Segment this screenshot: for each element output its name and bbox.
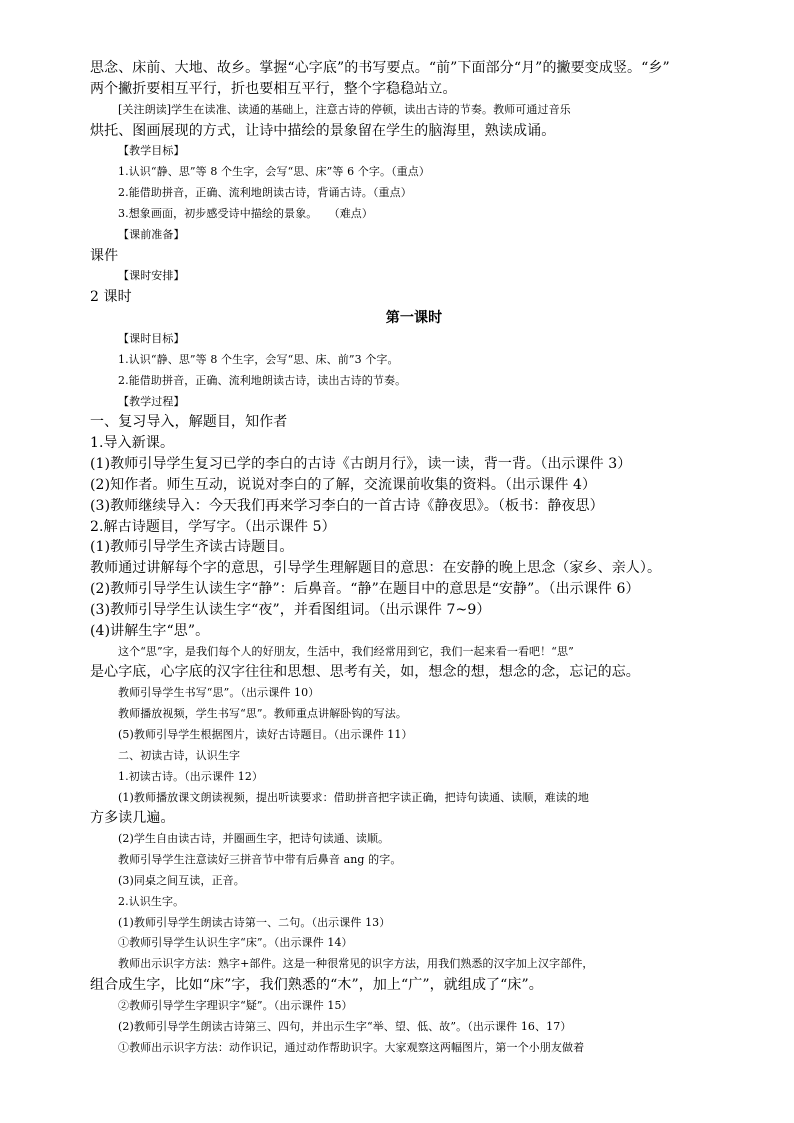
text-line: 教师引导学生书写“思”。（出示课件 10）	[118, 686, 320, 700]
text-line: 一、复习导入，解题目，知作者	[90, 414, 288, 431]
text-line: (4)讲解生字“思”。	[90, 622, 210, 639]
text-line: 是心字底，心字底的汉字往往和思想、思考有关，如，想念的想，想念的念，忘记的忘。	[90, 664, 640, 681]
text-line: 教师通过讲解每个字的意思，引导学生理解题目的意思：在安静的晚上思念（家乡、亲人）。	[90, 560, 662, 577]
text-line: (1)教师引导学生复习已学的李白的古诗《古朗月行》，读一读，背一背。（出示课件 3）	[90, 456, 632, 473]
text-line: 教师引导学生注意读好三拼音节中带有后鼻音 ang 的字。	[118, 853, 402, 867]
text-line: ②教师引导学生字理识字“疑”。（出示课件 15）	[118, 998, 353, 1012]
document-body	[90, 58, 738, 1059]
text-line: [关注朗读]学生在读准、读通的基础上，注意古诗的停顿，读出古诗的节奏。教师可通过音乐	[118, 102, 571, 116]
text-line: (2)知作者。师生互动，说说对李白的了解，交流课前收集的资料。（出示课件 4）	[90, 476, 597, 493]
text-line: (1)教师引导学生朗读古诗第一、二句。（出示课件 13）	[118, 915, 391, 929]
text-line: 教师播放视频，学生书写“思”。教师重点讲解卧钩的写法。	[118, 707, 407, 721]
text-line: (1)教师引导学生齐读古诗题目。	[90, 539, 294, 556]
text-line: 【课时安排】	[118, 269, 185, 283]
text-line: 1.导入新课。	[90, 435, 175, 452]
text-line: 2.认识生字。	[118, 894, 185, 908]
text-line: (5)教师引导学生根据图片，读好古诗题目。（出示课件 11）	[118, 728, 413, 741]
text-line: 组合成生字，比如“床”字，我们熟悉的“木”，加上“广”，就组成了“床”。	[90, 977, 543, 994]
text-line: 3.想象画面，初步感受诗中描绘的景象。 （难点）	[118, 206, 373, 220]
text-line: 教师出示识字方法：熟字+部件。这是一种很常见的识字方法，用我们熟悉的汉字加上汉字部件，	[118, 957, 594, 971]
text-line: 二、初读古诗，认识生字	[118, 748, 241, 762]
text-line: 1.认识“静、思”等 8 个生字，会写“思、床、前”3 个字。	[118, 352, 399, 366]
text-line: 【课前准备】	[118, 227, 185, 241]
text-line: 2.解古诗题目，学写字。（出示课件 5）	[90, 518, 336, 535]
text-line: 思念、床前、大地、故乡。掌握“心字底”的书写要点。“前”下面部分“月”的撇要变成竖。“乡”	[90, 60, 670, 76]
text-line: 这个“思”字，是我们每个人的好朋友，生活中，我们经常用到它，我们一起来看一看吧！“思”	[118, 644, 574, 658]
text-line: 1.初读古诗。（出示课件 12）	[118, 769, 264, 783]
text-line: 1.认识“静、思”等 8 个生字，会写“思、床”等 6 个字。（重点）	[118, 165, 430, 179]
text-line: (2)教师引导学生认读生字“静”：后鼻音。“静”在题目中的意思是“安静”。（出示课件 6）	[90, 581, 640, 598]
text-line: 方多读几遍。	[90, 810, 175, 827]
text-line: 【教学过程】	[118, 394, 185, 408]
text-line: 2.能借助拼音，正确、流利地朗读古诗，读出古诗的节奏。	[118, 373, 407, 387]
text-line: (2)教师引导学生朗读古诗第三、四句，并出示生字“举、望、低、故”。（出示课件 16、17）	[118, 1019, 572, 1033]
text-line: 【教学目标】	[118, 144, 185, 158]
text-line: 2 课时	[90, 289, 132, 306]
text-line: (3)教师继续导入：今天我们再来学习李白的一首古诗《静夜思》。（板书：静夜思）	[90, 497, 604, 514]
section-heading: 第一课时	[385, 310, 443, 327]
text-line: 课件	[90, 247, 119, 264]
text-line: (1)教师播放课文朗读视频，提出听读要求：借助拼音把字读正确，把诗句读通、读顺，难读的地	[118, 790, 589, 804]
text-line: 2.能借助拼音，正确、流利地朗读古诗，背诵古诗。（重点）	[118, 186, 412, 200]
text-line: 两个撇折要相互平行，折也要相互平行，整个字稳稳站立。	[90, 80, 457, 97]
text-line: (2)学生自由读古诗，并圈画生字，把诗句读通、读顺。	[118, 832, 390, 846]
text-line: ①教师引导学生认识生字“床”。（出示课件 14）	[118, 936, 353, 950]
text-line: 【课时目标】	[118, 331, 185, 345]
text-line: ①教师出示识字方法：动作识记，通过动作帮助识字。大家观察这两幅图片，第一个小朋友做着	[118, 1040, 585, 1054]
text-line: 烘托、图画展现的方式，让诗中描绘的景象留在学生的脑海里，熟读成诵。	[90, 122, 556, 139]
text-line: (3)同桌之间互读，正音。	[118, 873, 245, 887]
text-line: (3)教师引导学生认读生字“夜”，并看图组词。（出示课件 7~9）	[90, 601, 491, 618]
